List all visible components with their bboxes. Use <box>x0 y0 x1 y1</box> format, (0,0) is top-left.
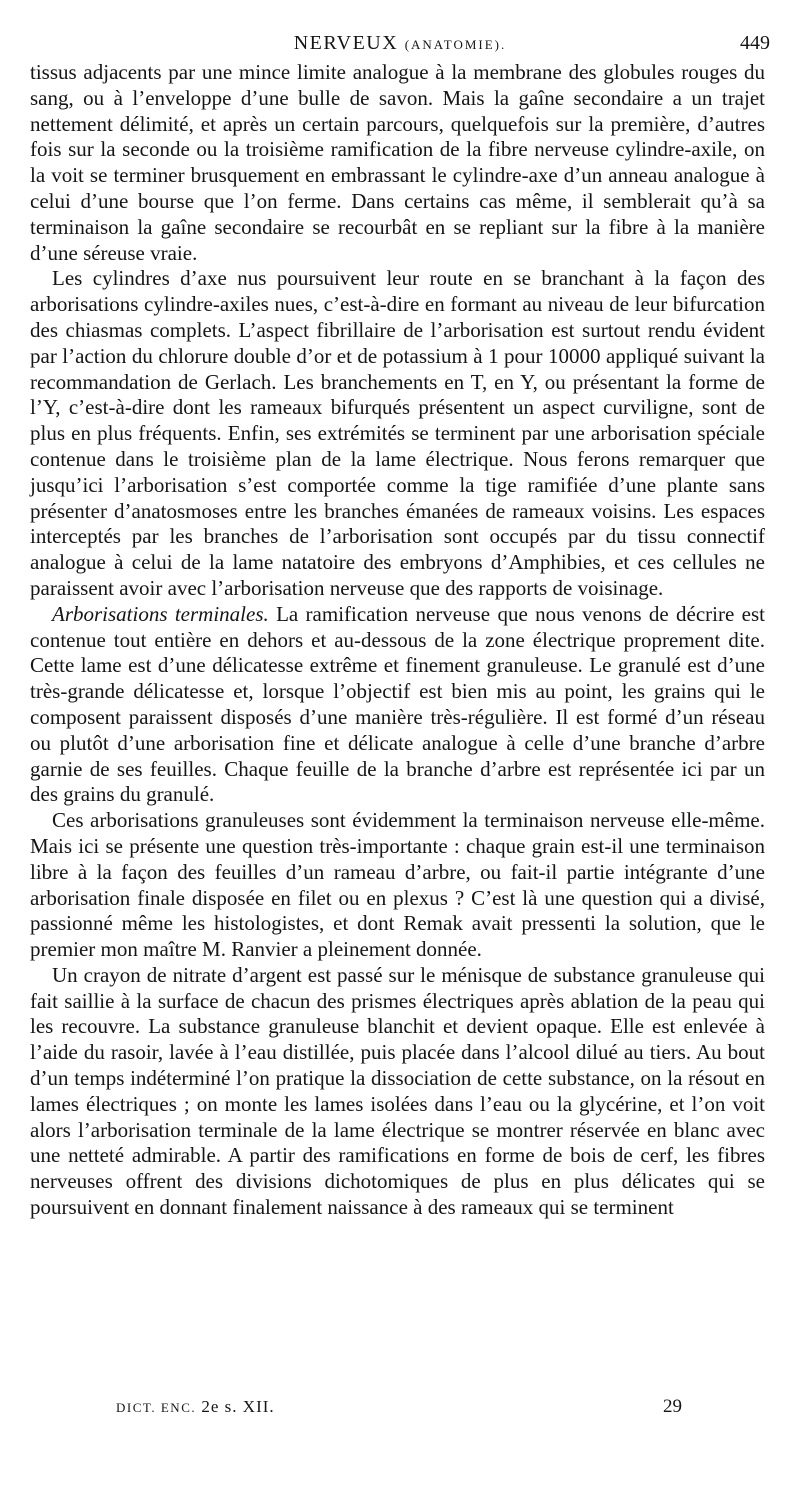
running-title-main: NERVEUX <box>293 32 399 54</box>
signature-volume: XII. <box>242 1397 275 1416</box>
printer-signature <box>116 1395 275 1420</box>
page-footer <box>30 1395 770 1419</box>
paragraph <box>30 60 765 266</box>
page-number: 449 <box>740 32 770 54</box>
body-text <box>30 60 765 1221</box>
paragraph-lead-heading: Arborisations terminales. <box>52 601 269 626</box>
running-header <box>30 30 770 56</box>
running-title-subtitle: (ANATOMIE). <box>404 37 507 52</box>
paragraph <box>30 266 765 601</box>
paragraph-text: tissus adjacents par une mince limite analogue à la membrane des globules rouges du sang, ou à l’enveloppe d’une bulle de savon. Mais la gaîne secondaire a un trajet nettement délimité, et après un certain parcours, quelquefois sur la première, d’autres fois sur la seconde ou la troisième ramification de la fibre nerveuse cylindre-axile, on la voit se terminer brusquement en embrassant le cylindre-axe d’un anneau analogue à celui d’une bourse que l’on ferme. Dans certains cas même, il semblerait qu’à sa terminaison la gaîne secondaire se recourbât en se repliant sur la fibre à la manière d’une séreuse vraie. <box>30 60 765 265</box>
signature-prefix: DICT. ENC. <box>116 1400 197 1415</box>
paragraph-text: Les cylindres d’axe nus poursuivent leur route en se branchant à la façon des arborisations cylindre-axiles nues, c’est-à-dire en formant au niveau de leur bifurcation des chiasmas complets. L’aspect fibrillaire de l’arborisation est surtout rendu évident par l’action du chlorure double d’or et de potassium à 1 pour 10000 appliqué suivant la recommandation de Gerlach. Les branchements en T, en Y, ou présentant la forme de l’Y, c’est-à-dire dont les rameaux bifurqués présentent un aspect curviligne, sont de plus en plus fréquents. Enfin, ses extrémités se terminent par une arborisation spéciale contenue dans le troisième plan de la lame électrique. Nous ferons remarquer que jusqu’ici l’arborisation s’est comportée comme la tige ramifiée d’une plante sans présenter d’anatosmoses entre les branches émanées de rameaux voisins. Les espaces interceptés par les branches de l’arborisation sont occupés par du tissu connectif analogue à celui de la lame natatoire des embryons d’Amphibies, et ces cellules ne paraissent avoir avec l’arborisation nerveuse que des rapports de voisinage. <box>30 266 765 600</box>
paragraph <box>30 602 765 808</box>
signature-series: 2e s. <box>201 1397 238 1416</box>
paragraph-text: Un crayon de nitrate d’argent est passé sur le ménisque de substance granuleuse qui fait saillie à la surface de chacun des prismes électriques après ablation de la peau qui les recouvre. La substance granuleuse blanchit et devient opaque. Elle est enlevée à l’aide du rasoir, lavée à l’eau distillée, puis placée dans l’alcool dilué au tiers. Au bout d’un temps indéterminé l’on pratique la dissociation de cette substance, on la résout en lames électriques ; on monte les lames isolées dans l’eau ou la glycérine, et l’on voit alors l’arborisation terminale de la lame électrique se montrer réservée en blanc avec une netteté admirable. A partir des ramifications en forme de bois de cerf, les fibres nerveuses offrent des divisions dichotomiques de plus en plus délicates qui se poursuivent en donnant finalement naissance à des rameaux qui se terminent <box>30 962 765 1220</box>
sheet-number: 29 <box>663 1396 682 1417</box>
paragraph-text: La ramification nerveuse que nous venons de décrire est contenue tout entière en dehors et au-dessous de la zone électrique proprement dite. Cette lame est d’une délicatesse extrême et finement granuleuse. Le granulé est d’une très-grande délicatesse et, lorsque l’objectif est bien mis au point, les grains qui le composent paraissent disposés d’une manière très-régulière. Il est formé d’un réseau ou plutôt d’une arborisation fine et délicate analogue à celle d’une branche d’arbre garnie de ses feuilles. Chaque feuille de la branche d’arbre est représentée ici par un des grains du granulé. <box>30 601 765 807</box>
paragraph <box>30 808 765 963</box>
running-title <box>30 30 770 58</box>
paragraph <box>30 963 765 1221</box>
paragraph-text: Ces arborisations granuleuses sont évidemment la terminaison nerveuse elle-même. Mais ici se présente une question très-importante : chaque grain est-il une terminaison libre à la façon des feuilles d’un rameau d’arbre, ou fait-il partie intégrante d’une arborisation finale disposée en filet ou en plexus ? C’est là une question qui a divisé, passionné même les histologistes, et dont Remak avait pressenti la solution, que le premier mon maître M. Ranvier a pleinement donnée. <box>30 808 765 962</box>
